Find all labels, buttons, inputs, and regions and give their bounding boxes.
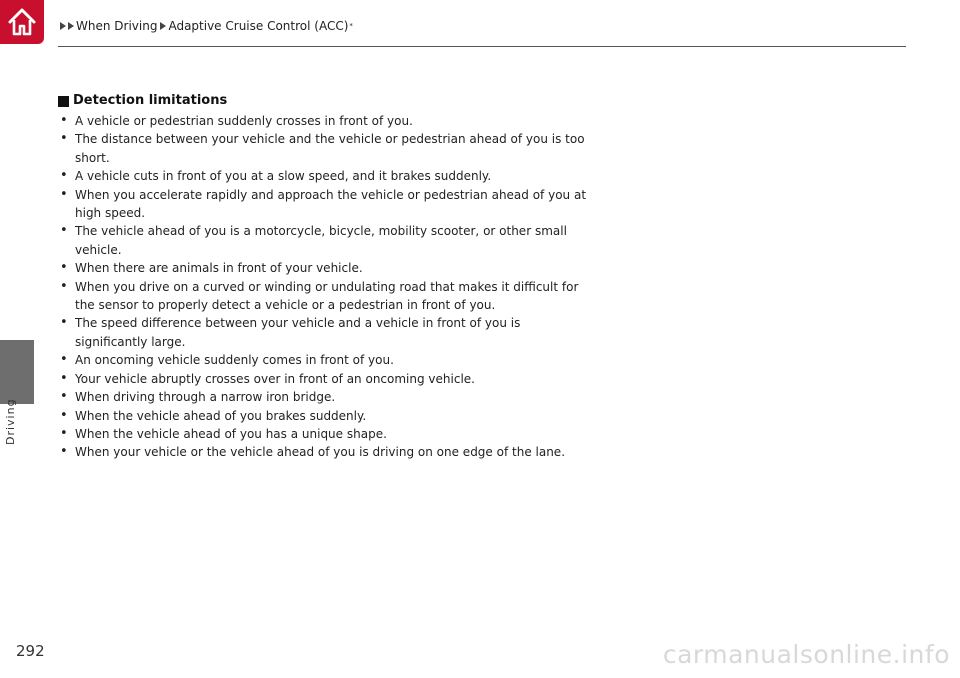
breadcrumb xyxy=(60,19,353,33)
list-item: • When driving through a narrow iron bridge. xyxy=(58,388,588,406)
breadcrumb-arrow-icon xyxy=(68,22,74,30)
home-button[interactable] xyxy=(0,0,44,44)
list-item: • A vehicle cuts in front of you at a slow speed, and it brakes suddenly. xyxy=(58,167,588,185)
list-item: • When the vehicle ahead of you has a unique shape. xyxy=(58,425,588,443)
list-item: • The vehicle ahead of you is a motorcycle, bicycle, mobility scooter, or other small vehicle. xyxy=(58,222,588,259)
list-item: • A vehicle or pedestrian suddenly crosses in front of you. xyxy=(58,112,588,130)
list-item: • An oncoming vehicle suddenly comes in front of you. xyxy=(58,351,588,369)
header-divider xyxy=(58,46,906,47)
main-content xyxy=(58,92,588,462)
watermark: carmanualsonline.info xyxy=(662,640,950,669)
list-item: • When you drive on a curved or winding or undulating road that makes it difficult for the sensor to properly detect a vehicle or a pedestrian in front of you. xyxy=(58,278,588,315)
chapter-tab-driving[interactable] xyxy=(0,340,34,404)
list-item: • The distance between your vehicle and the vehicle or pedestrian ahead of you is too short. xyxy=(58,130,588,167)
square-bullet-icon xyxy=(58,96,69,107)
breadcrumb-item-when-driving[interactable]: When Driving xyxy=(76,19,158,33)
list-item: • When you accelerate rapidly and approach the vehicle or pedestrian ahead of you at high speed. xyxy=(58,186,588,223)
breadcrumb-asterisk: * xyxy=(349,22,353,30)
list-item: • The speed difference between your vehicle and a vehicle in front of you is significantly large. xyxy=(58,314,588,351)
breadcrumb-item-acc[interactable]: Adaptive Cruise Control (ACC) xyxy=(168,19,349,33)
breadcrumb-arrow-icon xyxy=(60,22,66,30)
list-item: • When your vehicle or the vehicle ahead of you is driving on one edge of the lane. xyxy=(58,443,588,461)
list-item: • Your vehicle abruptly crosses over in front of an oncoming vehicle. xyxy=(58,370,588,388)
list-item: • When the vehicle ahead of you brakes suddenly. xyxy=(58,407,588,425)
section-title: Detection limitations xyxy=(73,93,228,108)
limitation-list xyxy=(58,112,588,462)
section-heading xyxy=(58,92,588,110)
page-number: 292 xyxy=(16,642,45,660)
chapter-label: Driving xyxy=(4,398,17,445)
list-item: • When there are animals in front of your vehicle. xyxy=(58,259,588,277)
home-icon xyxy=(5,5,39,39)
breadcrumb-arrow-icon xyxy=(160,22,166,30)
